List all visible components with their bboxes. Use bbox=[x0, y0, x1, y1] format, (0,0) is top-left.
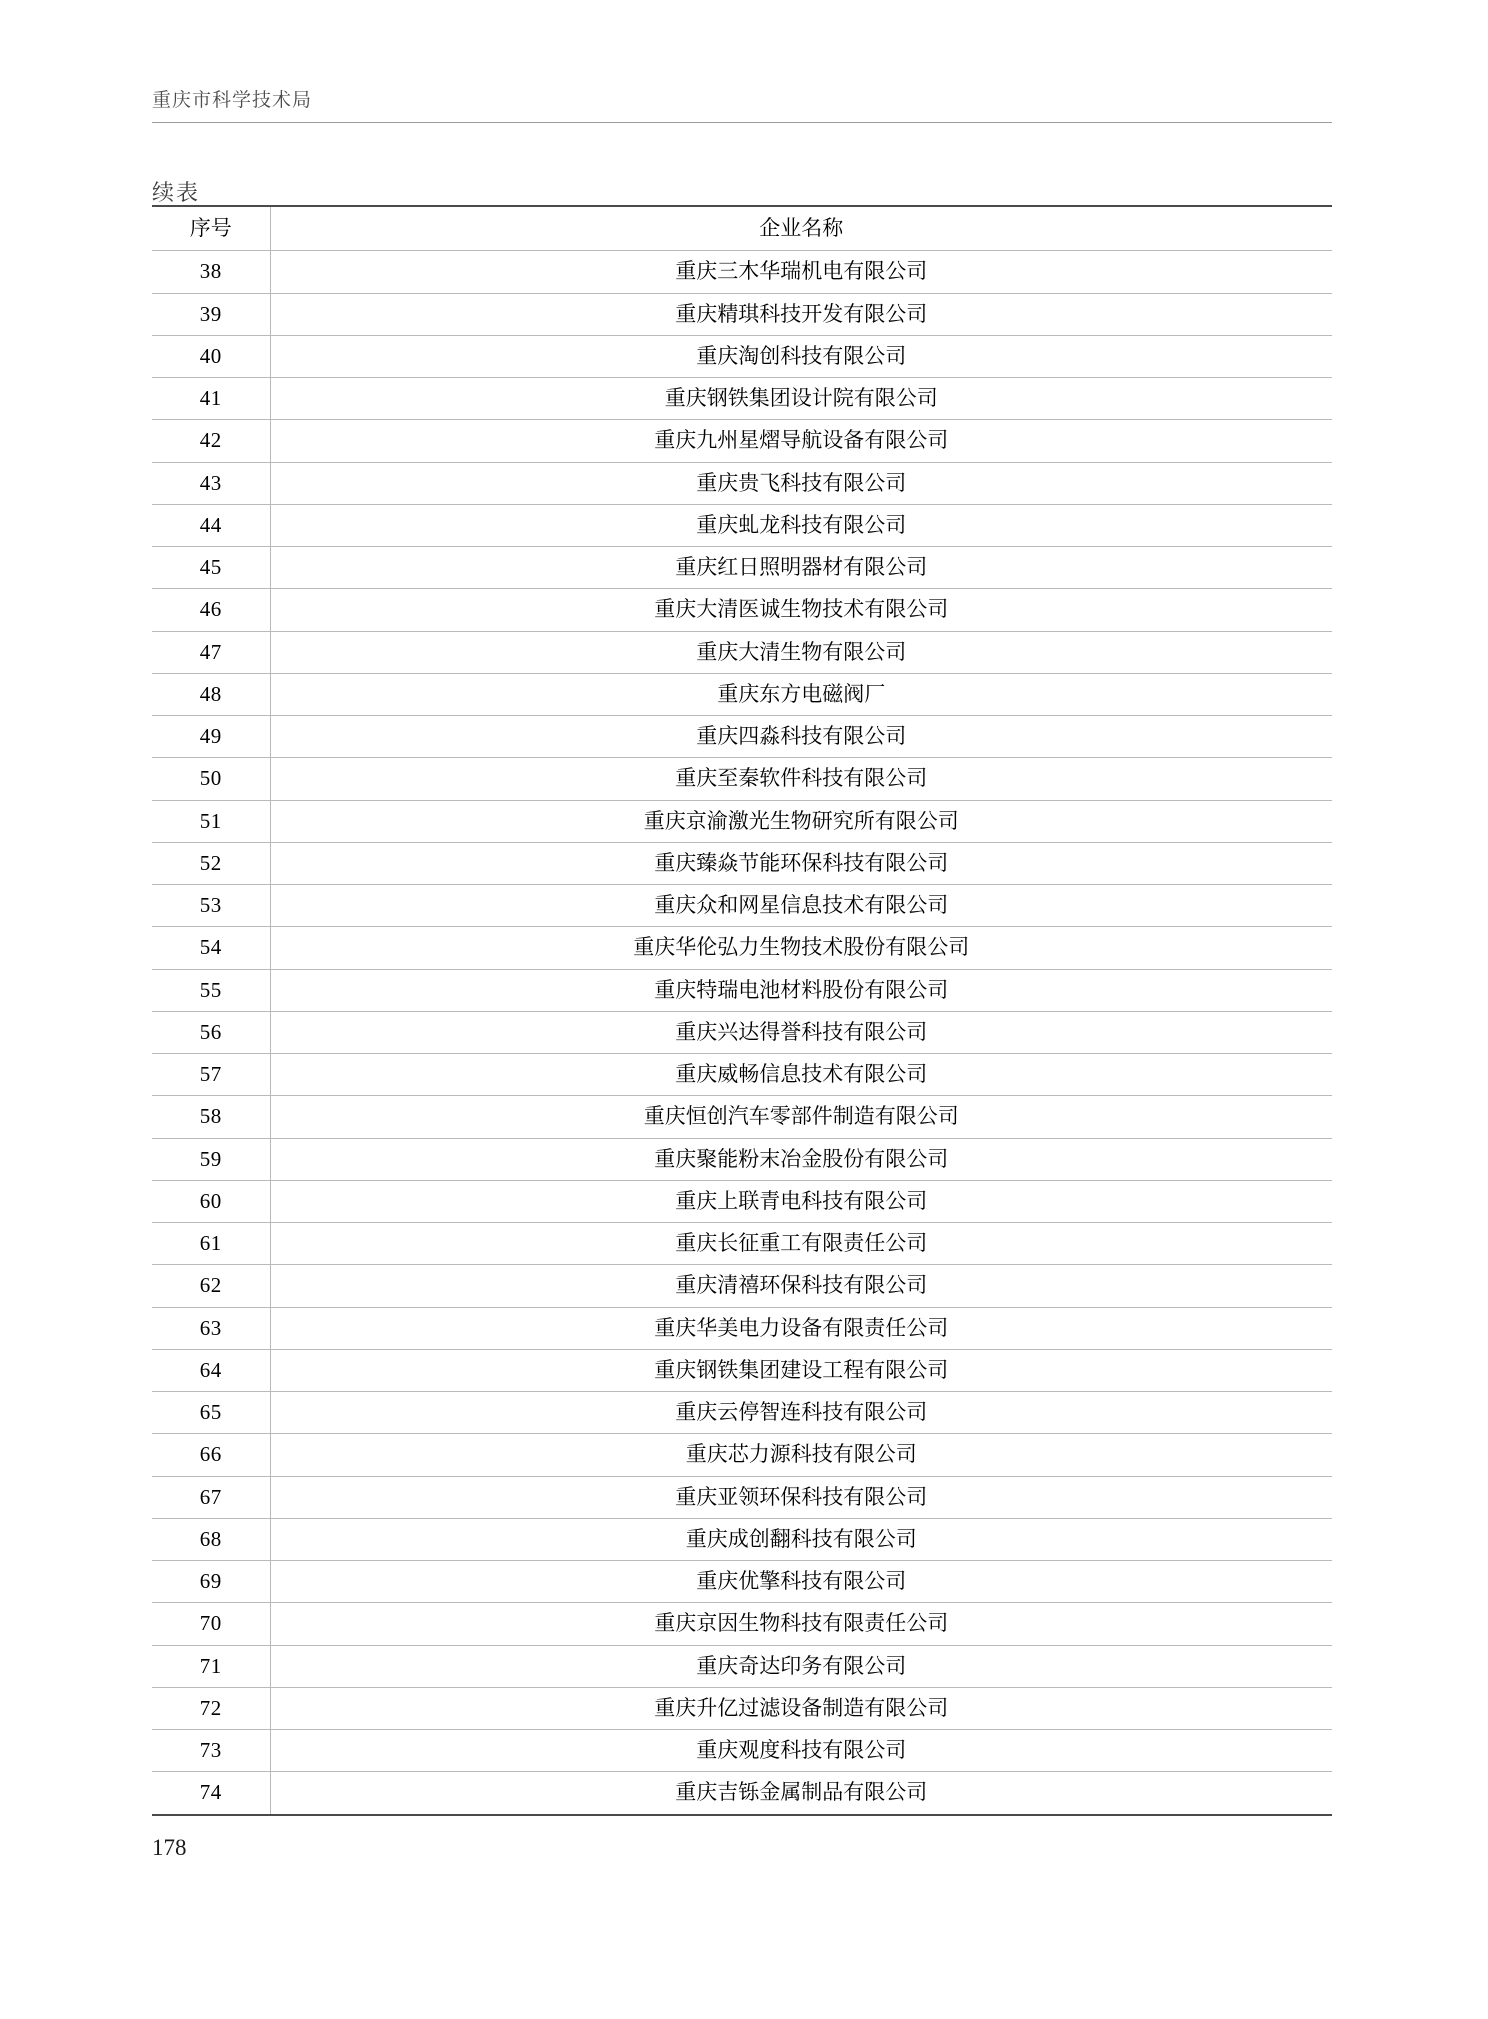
cell-index: 41 bbox=[152, 378, 270, 420]
page-number: 178 bbox=[152, 1835, 187, 1860]
table-row bbox=[152, 547, 1332, 589]
table-body bbox=[152, 251, 1332, 1815]
cell-company-name: 重庆虬龙科技有限公司 bbox=[270, 504, 1332, 546]
cell-company-name: 重庆钢铁集团设计院有限公司 bbox=[270, 378, 1332, 420]
cell-index: 42 bbox=[152, 420, 270, 462]
cell-company-name: 重庆奇达印务有限公司 bbox=[270, 1645, 1332, 1687]
table-row bbox=[152, 1476, 1332, 1518]
table-row bbox=[152, 1772, 1332, 1815]
cell-index: 45 bbox=[152, 547, 270, 589]
column-header-index: 序号 bbox=[152, 206, 270, 251]
cell-index: 56 bbox=[152, 1011, 270, 1053]
cell-company-name: 重庆东方电磁阀厂 bbox=[270, 673, 1332, 715]
table-row bbox=[152, 1096, 1332, 1138]
cell-company-name: 重庆优擎科技有限公司 bbox=[270, 1561, 1332, 1603]
cell-index: 70 bbox=[152, 1603, 270, 1645]
cell-company-name: 重庆钢铁集团建设工程有限公司 bbox=[270, 1349, 1332, 1391]
cell-index: 46 bbox=[152, 589, 270, 631]
cell-index: 43 bbox=[152, 462, 270, 504]
cell-company-name: 重庆长征重工有限责任公司 bbox=[270, 1223, 1332, 1265]
table-row bbox=[152, 1392, 1332, 1434]
header-divider bbox=[152, 122, 1332, 123]
cell-index: 66 bbox=[152, 1434, 270, 1476]
table-row bbox=[152, 716, 1332, 758]
cell-company-name: 重庆云停智连科技有限公司 bbox=[270, 1392, 1332, 1434]
cell-index: 73 bbox=[152, 1730, 270, 1772]
table-row bbox=[152, 251, 1332, 293]
cell-index: 53 bbox=[152, 885, 270, 927]
cell-index: 65 bbox=[152, 1392, 270, 1434]
table-row bbox=[152, 589, 1332, 631]
table-row bbox=[152, 378, 1332, 420]
cell-company-name: 重庆清禧环保科技有限公司 bbox=[270, 1265, 1332, 1307]
table-row bbox=[152, 1054, 1332, 1096]
cell-index: 68 bbox=[152, 1518, 270, 1560]
cell-index: 50 bbox=[152, 758, 270, 800]
cell-index: 71 bbox=[152, 1645, 270, 1687]
cell-company-name: 重庆精琪科技开发有限公司 bbox=[270, 293, 1332, 335]
table-row bbox=[152, 1434, 1332, 1476]
cell-company-name: 重庆淘创科技有限公司 bbox=[270, 335, 1332, 377]
table-row bbox=[152, 1223, 1332, 1265]
cell-company-name: 重庆升亿过滤设备制造有限公司 bbox=[270, 1687, 1332, 1729]
cell-company-name: 重庆众和网星信息技术有限公司 bbox=[270, 885, 1332, 927]
cell-company-name: 重庆吉铄金属制品有限公司 bbox=[270, 1772, 1332, 1815]
table-row bbox=[152, 1265, 1332, 1307]
table-row bbox=[152, 462, 1332, 504]
cell-company-name: 重庆红日照明器材有限公司 bbox=[270, 547, 1332, 589]
company-table bbox=[152, 205, 1332, 1816]
table-row bbox=[152, 1687, 1332, 1729]
cell-company-name: 重庆京渝激光生物研究所有限公司 bbox=[270, 800, 1332, 842]
table-row bbox=[152, 1730, 1332, 1772]
cell-index: 39 bbox=[152, 293, 270, 335]
table-row bbox=[152, 631, 1332, 673]
cell-company-name: 重庆华伦弘力生物技术股份有限公司 bbox=[270, 927, 1332, 969]
cell-index: 63 bbox=[152, 1307, 270, 1349]
cell-index: 49 bbox=[152, 716, 270, 758]
table-row bbox=[152, 293, 1332, 335]
table-row bbox=[152, 673, 1332, 715]
cell-index: 64 bbox=[152, 1349, 270, 1391]
cell-company-name: 重庆成创翻科技有限公司 bbox=[270, 1518, 1332, 1560]
cell-company-name: 重庆聚能粉末冶金股份有限公司 bbox=[270, 1138, 1332, 1180]
table-row bbox=[152, 927, 1332, 969]
cell-index: 58 bbox=[152, 1096, 270, 1138]
cell-company-name: 重庆大清医诚生物技术有限公司 bbox=[270, 589, 1332, 631]
cell-company-name: 重庆上联青电科技有限公司 bbox=[270, 1180, 1332, 1222]
cell-index: 55 bbox=[152, 969, 270, 1011]
cell-index: 60 bbox=[152, 1180, 270, 1222]
table-row bbox=[152, 885, 1332, 927]
table-header-row bbox=[152, 206, 1332, 251]
table-row bbox=[152, 1603, 1332, 1645]
cell-company-name: 重庆至秦软件科技有限公司 bbox=[270, 758, 1332, 800]
cell-company-name: 重庆三木华瑞机电有限公司 bbox=[270, 251, 1332, 293]
running-head bbox=[152, 88, 1332, 114]
table-row bbox=[152, 420, 1332, 462]
table-row bbox=[152, 1138, 1332, 1180]
table-header bbox=[152, 206, 1332, 251]
cell-company-name: 重庆臻焱节能环保科技有限公司 bbox=[270, 842, 1332, 884]
table-row bbox=[152, 1518, 1332, 1560]
cell-company-name: 重庆九州星熠导航设备有限公司 bbox=[270, 420, 1332, 462]
cell-index: 52 bbox=[152, 842, 270, 884]
cell-company-name: 重庆特瑞电池材料股份有限公司 bbox=[270, 969, 1332, 1011]
cell-index: 62 bbox=[152, 1265, 270, 1307]
table-row bbox=[152, 1561, 1332, 1603]
table-row bbox=[152, 1349, 1332, 1391]
table-row bbox=[152, 1011, 1332, 1053]
cell-index: 47 bbox=[152, 631, 270, 673]
cell-company-name: 重庆观度科技有限公司 bbox=[270, 1730, 1332, 1772]
cell-index: 74 bbox=[152, 1772, 270, 1815]
table-row bbox=[152, 1645, 1332, 1687]
cell-company-name: 重庆兴达得誉科技有限公司 bbox=[270, 1011, 1332, 1053]
cell-company-name: 重庆华美电力设备有限责任公司 bbox=[270, 1307, 1332, 1349]
cell-company-name: 重庆大清生物有限公司 bbox=[270, 631, 1332, 673]
cell-company-name: 重庆恒创汽车零部件制造有限公司 bbox=[270, 1096, 1332, 1138]
cell-company-name: 重庆贵飞科技有限公司 bbox=[270, 462, 1332, 504]
cell-index: 67 bbox=[152, 1476, 270, 1518]
table-row bbox=[152, 504, 1332, 546]
table-row bbox=[152, 758, 1332, 800]
cell-index: 51 bbox=[152, 800, 270, 842]
running-head-text: 重庆市科学技术局 bbox=[152, 90, 313, 111]
cell-index: 54 bbox=[152, 927, 270, 969]
cell-index: 69 bbox=[152, 1561, 270, 1603]
cell-index: 44 bbox=[152, 504, 270, 546]
cell-company-name: 重庆亚领环保科技有限公司 bbox=[270, 1476, 1332, 1518]
cell-index: 72 bbox=[152, 1687, 270, 1729]
table-row bbox=[152, 800, 1332, 842]
cell-index: 59 bbox=[152, 1138, 270, 1180]
column-header-company: 企业名称 bbox=[270, 206, 1332, 251]
company-table-wrapper bbox=[152, 205, 1332, 1816]
table-row bbox=[152, 335, 1332, 377]
cell-company-name: 重庆京因生物科技有限责任公司 bbox=[270, 1603, 1332, 1645]
cell-index: 57 bbox=[152, 1054, 270, 1096]
cell-index: 38 bbox=[152, 251, 270, 293]
section-label: 续表 bbox=[152, 180, 201, 205]
cell-company-name: 重庆四淼科技有限公司 bbox=[270, 716, 1332, 758]
table-row bbox=[152, 842, 1332, 884]
cell-company-name: 重庆威畅信息技术有限公司 bbox=[270, 1054, 1332, 1096]
cell-index: 48 bbox=[152, 673, 270, 715]
cell-index: 40 bbox=[152, 335, 270, 377]
table-row bbox=[152, 1307, 1332, 1349]
cell-index: 61 bbox=[152, 1223, 270, 1265]
table-row bbox=[152, 1180, 1332, 1222]
table-row bbox=[152, 969, 1332, 1011]
cell-company-name: 重庆芯力源科技有限公司 bbox=[270, 1434, 1332, 1476]
